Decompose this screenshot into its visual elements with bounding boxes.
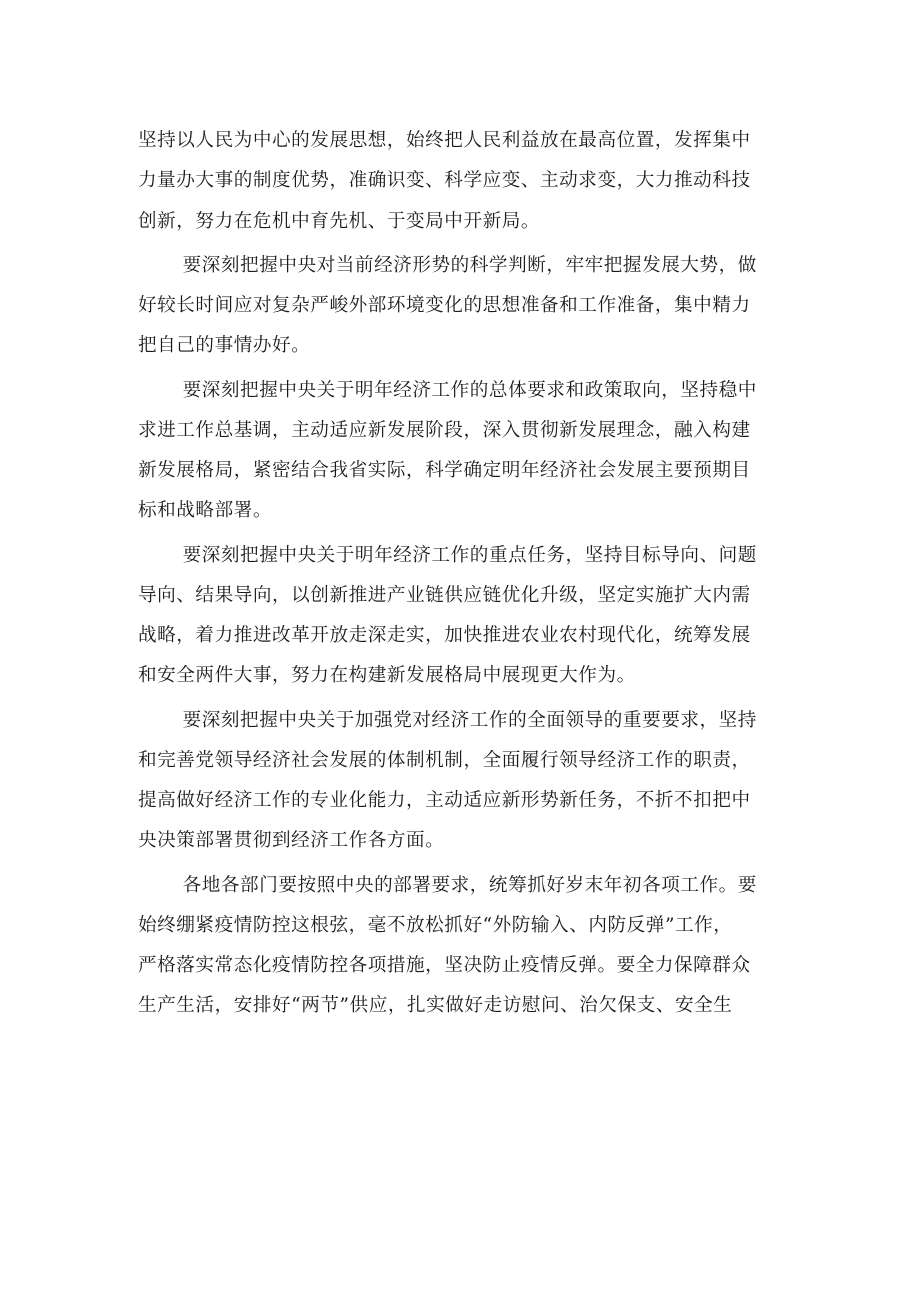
paragraph-line: 创新，努力在危机中育先机、于变局中开新局。	[138, 210, 541, 232]
paragraph-line: 生产生活，安排好“两节”供应，扎实做好走访慰问、治欠保支、安全生	[138, 995, 733, 1017]
paragraph-line: 导向、结果导向，以创新推进产业链供应链优化升级，坚定实施扩大内需	[138, 584, 751, 606]
paragraph-line: 严格落实常态化疫情防控各项措施，坚决防止疫情反弹。要全力保障群众	[138, 955, 751, 976]
paragraph-line: 好较长时间应对复杂严峻外部环境变化的思想准备和工作准备，集中精力	[138, 295, 751, 316]
paragraph-line: 和完善党领导经济社会发展的体制机制，全面履行领导经济工作的职责，	[138, 749, 751, 771]
paragraph-line: 标和战略部署。	[138, 500, 273, 522]
paragraph-line: 要深刻把握中央关于明年经济工作的总体要求和政策取向，坚持稳中	[182, 379, 757, 401]
paragraph-line: 把自己的事情办好。	[138, 335, 311, 357]
paragraph-4	[138, 536, 786, 697]
paragraph-line: 要深刻把握中央关于加强党对经济工作的全面领导的重要要求，坚持	[182, 709, 757, 731]
paragraph-line: 始终绷紧疫情防控这根弦，毫不放松抓好“外防输入、内防反弹”工作，	[138, 914, 733, 936]
paragraph-3	[138, 371, 786, 532]
paragraph-line: 求进工作总基调，主动适应新发展阶段，深入贯彻新发展理念，融入构建	[138, 419, 751, 441]
paragraph-2	[138, 246, 786, 367]
paragraph-line: 要深刻把握中央对当前经济形势的科学判断，牢牢把握发展大势，做	[182, 254, 757, 276]
paragraph-1	[138, 121, 786, 242]
paragraph-line: 和安全两件大事，努力在构建新发展格局中展现更大作为。	[138, 665, 636, 687]
paragraph-line: 力量办大事的制度优势，准确识变、科学应变、主动求变，大力推动科技	[138, 170, 751, 192]
paragraph-line: 央决策部署贯彻到经济工作各方面。	[138, 830, 445, 852]
paragraph-5	[138, 701, 786, 862]
paragraph-line: 要深刻把握中央关于明年经济工作的重点任务，坚持目标导向、问题	[182, 544, 757, 566]
paragraph-line: 提高做好经济工作的专业化能力，主动适应新形势新任务，不折不扣把中	[138, 790, 751, 811]
paragraph-line: 新发展格局，紧密结合我省实际，科学确定明年经济社会发展主要预期目	[138, 460, 751, 481]
paragraph-line: 战略，着力推进改革开放走深走实，加快推进农业农村现代化，统筹发展	[138, 625, 751, 646]
document-body	[138, 121, 786, 1031]
paragraph-line: 坚持以人民为中心的发展思想，始终把人民利益放在最高位置，发挥集中	[138, 130, 751, 151]
paragraph-6	[138, 866, 786, 1027]
paragraph-line: 各地各部门要按照中央的部署要求，统筹抓好岁末年初各项工作。要	[182, 874, 757, 896]
